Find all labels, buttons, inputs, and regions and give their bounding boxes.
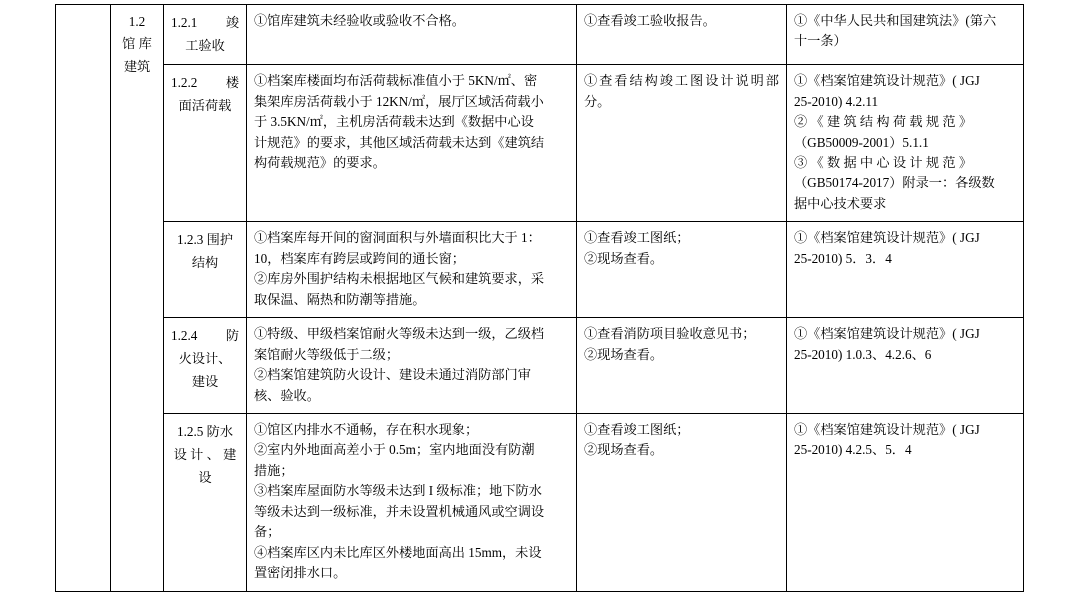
subitem-label-line: 1.2.5 防水 [176, 423, 234, 439]
inspection-line: ②现场查看。 [584, 346, 664, 362]
inspection-line: ②现场查看。 [584, 250, 664, 266]
inspection-cell-5 [577, 413, 787, 591]
problem-cell-2 [247, 65, 577, 222]
subitem-label-line: 1.2.4 防 [171, 328, 239, 344]
problem-line: ①馆库建筑未经验收或验收不合格。 [254, 13, 465, 28]
subitem-label-line: 火设计、 [178, 351, 232, 367]
basis-cell-5 [787, 413, 1024, 591]
subitem-label-line: 建设 [191, 374, 219, 390]
problem-line: ②档案馆建筑防火设计、建设未通过消防部门审 [254, 367, 531, 383]
group-name-line-1: 馆 库 [122, 36, 152, 52]
basis-line: 25-2010) 4.2.5、5．4 [794, 442, 912, 458]
basis-line: 十一条） [794, 33, 847, 49]
basis-line: ①《档案馆建筑设计规范》( JGJ [794, 326, 980, 342]
inspection-line: ①查看消防项目验收意见书； [584, 326, 756, 342]
basis-line: ①《中华人民共和国建筑法》(第六 [794, 13, 997, 28]
inspection-line: ①查看竣工图纸； [584, 421, 690, 437]
inspection-line: ①查看竣工图纸； [584, 230, 690, 246]
inspection-line: ①查看竣工验收报告。 [584, 13, 716, 28]
problem-line: 10，档案库有跨层或跨间的通长窗； [254, 250, 465, 266]
group-name-line-2: 建筑 [123, 58, 151, 74]
inspection-cell-2 [577, 65, 787, 222]
subitem-label-line: 设 [198, 470, 212, 486]
problem-line: 置密闭排水口。 [254, 565, 347, 581]
problem-line: ②室内外地面高差小于 0.5m；室内地面没有防潮 [254, 442, 535, 458]
table-row [56, 65, 1024, 222]
subitem-label-line: 1.2.1 竣 [171, 15, 239, 30]
problem-line: 备； [254, 524, 281, 540]
problem-cell-3 [247, 222, 577, 318]
subitem-label-line: 1.2.2 楼 [171, 75, 239, 91]
subitem-label-line: 结构 [191, 255, 219, 271]
inspection-line: ②现场查看。 [584, 442, 664, 458]
subitem-cell-4 [164, 318, 247, 414]
basis-line: 据中心技术要求 [794, 195, 887, 211]
problem-line: 于 3.5KN/㎡，主机房活荷载未达到《数据中心设 [254, 114, 534, 130]
subitem-label-line: 工验收 [185, 38, 225, 54]
problem-cell-1 [247, 5, 577, 65]
inspection-cell-3 [577, 222, 787, 318]
problem-line: 构荷载规范》的要求。 [254, 155, 386, 170]
requirements-table [55, 4, 1024, 592]
basis-line: ② 《 建 筑 结 构 荷 载 规 范 》 [794, 114, 973, 130]
basis-line: 25-2010) 1.0.3、4.2.6、6 [794, 346, 932, 362]
table-row [56, 413, 1024, 591]
subitem-label-line: 设 计 、 建 [173, 447, 237, 463]
basis-line: 25-2010) 5．3．4 [794, 250, 892, 266]
problem-line: 措施； [254, 462, 294, 478]
document-page [0, 4, 1080, 581]
problem-line: ①馆区内排水不通畅，存在积水现象； [254, 421, 479, 437]
problem-line: 案馆耐火等级低于二级； [254, 346, 400, 362]
problem-line: 核、验收。 [254, 387, 320, 403]
problem-line: ②库房外围护结构未根据地区气候和建筑要求，采 [254, 271, 545, 287]
basis-cell-4 [787, 318, 1024, 414]
subitem-cell-5 [164, 413, 247, 591]
basis-cell-2 [787, 65, 1024, 222]
basis-line: ①《档案馆建筑设计规范》( JGJ [794, 230, 980, 246]
group-number-cell [111, 5, 164, 592]
subitem-label-line: 1.2.3 围护 [176, 232, 234, 248]
basis-line: ①《档案馆建筑设计规范》( JGJ [794, 421, 980, 437]
basis-line: （GB50174-2017）附录一：各级数 [794, 175, 995, 191]
problem-cell-4 [247, 318, 577, 414]
basis-line: ③ 《 数 据 中 心 设 计 规 范 》 [794, 155, 973, 170]
table-row [56, 5, 1024, 65]
problem-line: ④档案库区内未比库区外楼地面高出 15mm，未设 [254, 544, 542, 560]
problem-line: ①特级、甲级档案馆耐火等级未达到一级，乙级档 [254, 326, 545, 342]
table-row [56, 222, 1024, 318]
problem-line: ①档案库楼面均布活荷载标准值小于 5KN/㎡、密 [254, 73, 538, 89]
problem-line: 取保温、隔热和防潮等措施。 [254, 291, 426, 307]
outer-group-cell [56, 5, 111, 592]
inspection-line: ①查看结构竣工图设计说明部分。 [584, 73, 779, 109]
problem-cell-5 [247, 413, 577, 591]
subitem-label-line: 面活荷载 [178, 98, 232, 114]
subitem-cell-1 [164, 5, 247, 65]
problem-line: 集架库房活荷载小于 12KN/㎡，展厅区域活荷载小 [254, 93, 544, 109]
problem-line: 等级未达到一级标准，并未设置机械通风或空调设 [254, 503, 545, 519]
inspection-cell-1 [577, 5, 787, 65]
basis-line: （GB50009-2001）5.1.1 [794, 134, 929, 150]
basis-cell-1 [787, 5, 1024, 65]
group-number: 1.2 [128, 14, 146, 29]
basis-cell-3 [787, 222, 1024, 318]
problem-line: ③档案库屋面防水等级未达到 I 级标准；地下防水 [254, 483, 542, 499]
table-row [56, 318, 1024, 414]
basis-line: ①《档案馆建筑设计规范》( JGJ [794, 73, 980, 89]
basis-line: 25-2010) 4.2.11 [794, 93, 879, 109]
subitem-cell-3 [164, 222, 247, 318]
subitem-cell-2 [164, 65, 247, 222]
problem-line: 计规范》的要求，其他区域活荷载未达到《建筑结 [254, 134, 545, 150]
problem-line: ①档案库每开间的窗洞面积与外墙面积比大于 1： [254, 230, 541, 246]
inspection-cell-4 [577, 318, 787, 414]
